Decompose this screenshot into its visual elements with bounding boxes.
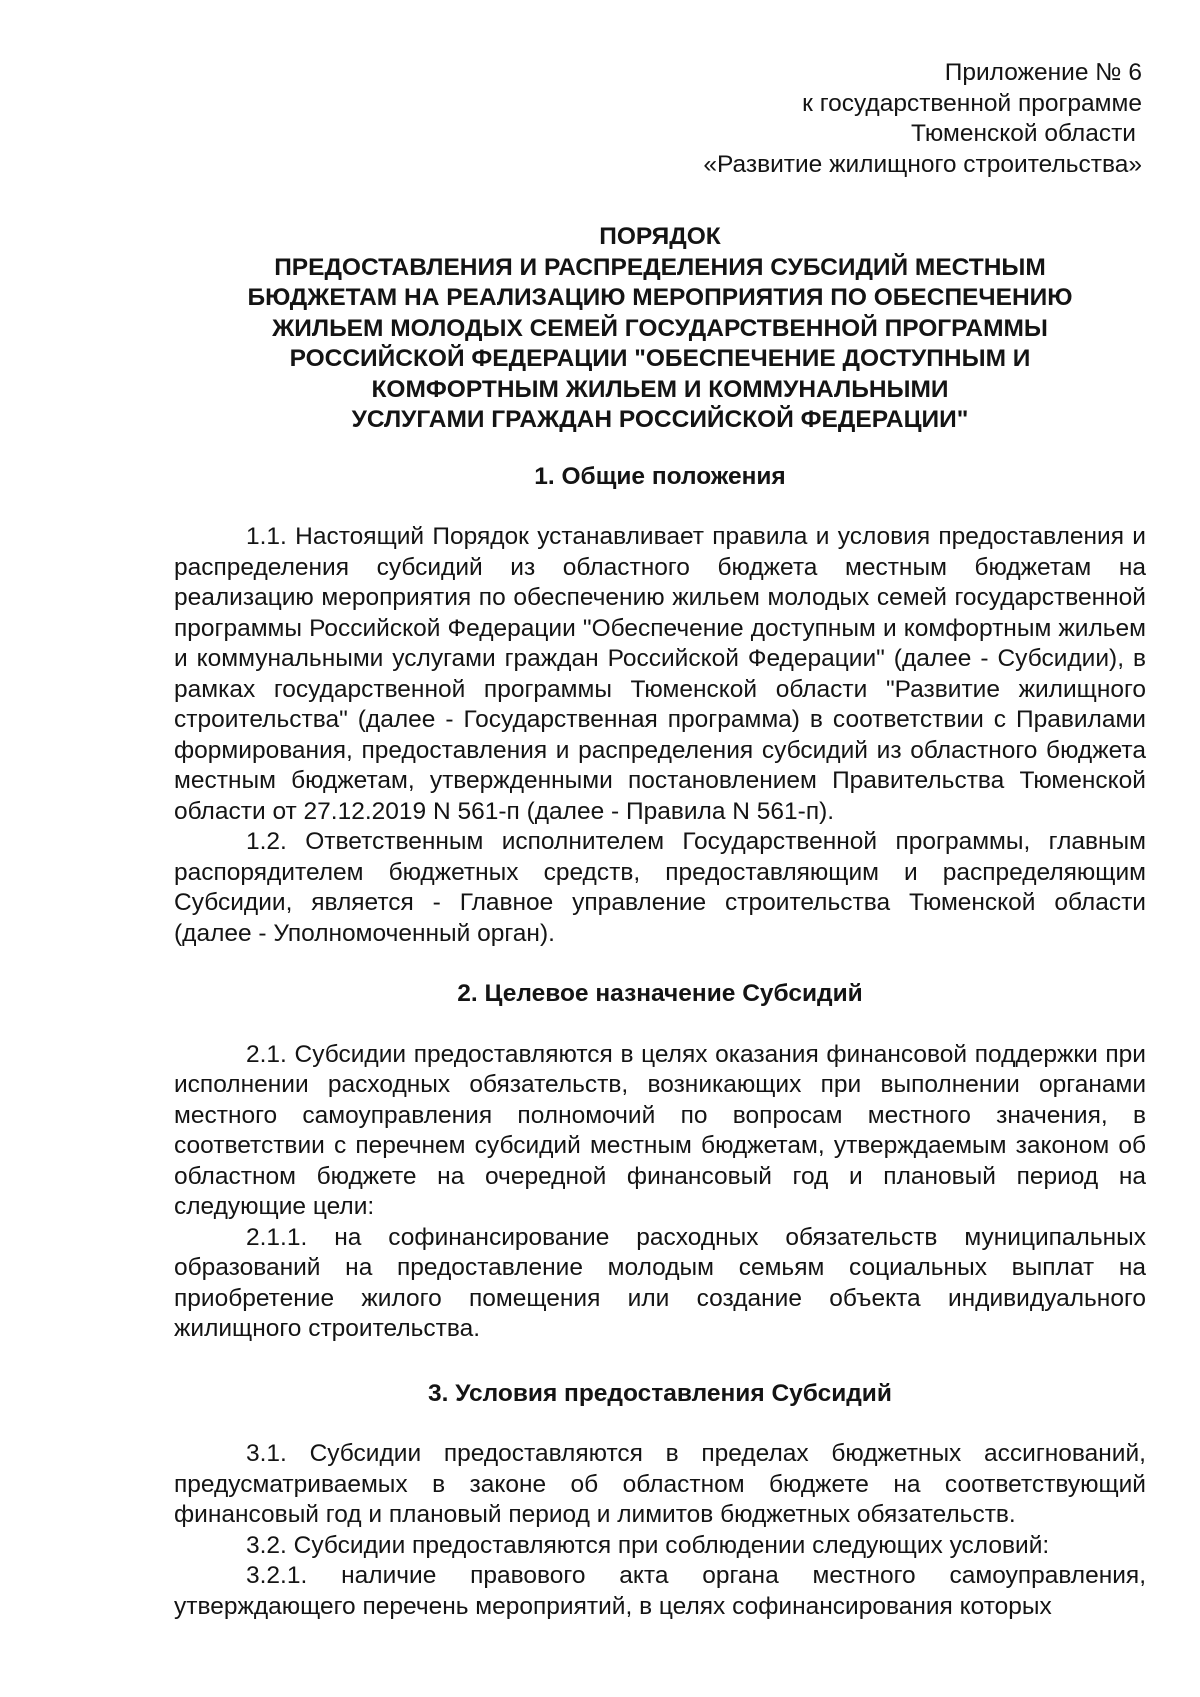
appendix-line: к государственной программе: [802, 89, 1142, 117]
paragraph-2-1-1: 2.1.1. на софинансирование расходных обязательств муниципальных образований на предоставление молодым семьям социальных выплат на приобретение жилого помещения или создание объекта индивидуального жилищного строительства.: [174, 1223, 1146, 1342]
paragraph-1-1: 1.1. Настоящий Порядок устанавливает правила и условия предоставления и распределения субсидий из областного бюджета местным бюджетам на реализацию мероприятия по обеспечению жильем молодых семей государственной программы Российской Федерации "Обеспечение доступным и комфортным жильем и коммунальными услугами граждан Российской Федерации" (далее - Субсидии), в рамках государственной программы Тюменской области "Развитие жилищного строительства" (далее - Государственная программа) в соответствии с Правилами формирования, предоставления и распределения субсидий из областного бюджета местным бюджетам, утвержденными постановлением Правительства Тюменской области от 27.12.2019 N 561-п (далее - Правила N 561-п).: [174, 523, 1146, 825]
paragraph-3-2: 3.2. Субсидии предоставляются при соблюдении следующих условий:: [246, 1531, 1050, 1559]
appendix-line: Тюменской области: [911, 120, 1136, 147]
paragraph-1-2: 1.2. Ответственным исполнителем Государственной программы, главным распорядителем бюджетных средств, предоставляющим и распределяющим Субсидии, является - Главное управление строительства Тюменской области (далее - Уполномоченный орган).: [174, 828, 1146, 947]
title-line: РОССИЙСКОЙ ФЕДЕРАЦИИ "ОБЕСПЕЧЕНИЕ ДОСТУПНЫМ И: [289, 345, 1031, 372]
title-line: УСЛУГАМИ ГРАЖДАН РОССИЙСКОЙ ФЕДЕРАЦИИ": [351, 406, 969, 433]
paragraph-2-1: 2.1. Субсидии предоставляются в целях оказания финансовой поддержки при исполнении расходных обязательств, возникающих при выполнении органами местного самоуправления полномочий по вопросам местного значения, в соответствии с перечнем субсидий местным бюджетам, утверждаемым законом об областном бюджете на очередной финансовый год и плановый период на следующие цели:: [174, 1040, 1146, 1220]
section-heading-conditions: 3. Условия предоставления Субсидий: [428, 1379, 892, 1407]
appendix-line: Приложение № 6: [944, 59, 1142, 86]
paragraph-3-1: 3.1. Субсидии предоставляются в пределах бюджетных ассигнований, предусматриваемых в законе об областном бюджете на соответствующий финансовый год и плановый период и лимитов бюджетных обязательств.: [174, 1440, 1146, 1528]
paragraph-3-2-1: 3.2.1. наличие правового акта органа местного самоуправления, утверждающего перечень мероприятий, в целях софинансирования которых: [174, 1562, 1146, 1620]
title-line: БЮДЖЕТАМ НА РЕАЛИЗАЦИЮ МЕРОПРИЯТИЯ ПО ОБЕСПЕЧЕНИЮ: [247, 284, 1073, 311]
appendix-line: «Развитие жилищного строительства»: [703, 150, 1142, 178]
appendix-reference: [174, 58, 1146, 180]
section-heading-general: 1. Общие положения: [534, 462, 786, 490]
section-heading-purpose: 2. Целевое назначение Субсидий: [457, 980, 863, 1007]
title-line: ПОРЯДОК: [599, 223, 721, 250]
document-body: [174, 58, 1146, 1622]
document-title: [174, 222, 1146, 436]
title-line: ПРЕДОСТАВЛЕНИЯ И РАСПРЕДЕЛЕНИЯ СУБСИДИЙ МЕСТНЫМ: [274, 253, 1046, 281]
title-line: КОМФОРТНЫМ ЖИЛЬЕМ И КОММУНАЛЬНЫМИ: [371, 375, 949, 403]
title-line: ЖИЛЬЕМ МОЛОДЫХ СЕМЕЙ ГОСУДАРСТВЕННОЙ ПРОГРАММЫ: [272, 314, 1048, 342]
